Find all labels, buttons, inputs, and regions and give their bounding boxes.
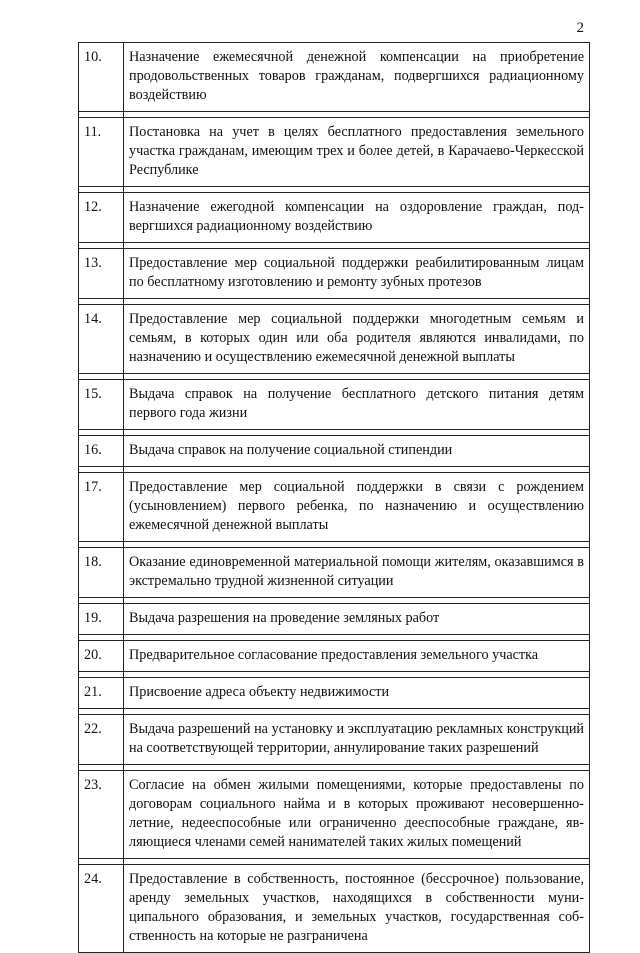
service-name: Предоставление мер социальной поддержки реабилитированным лицам по бесплатному изготовлению и ремонту зубных протезов: [124, 249, 590, 299]
service-name: Предоставление мер социальной поддержки в связи с рождением (усыновлением) первого ребенка, по назначению и осуществлению ежемесячной денежной выплаты: [124, 473, 590, 542]
row-number: 15.: [79, 380, 124, 430]
service-name: Оказание единовременной материальной помощи жителям, оказавшимся в экстремально трудной жизненной ситуации: [124, 548, 590, 598]
service-name: Назначение ежегодной компенсации на оздоровление граждан, подвергшихся радиационному воздействию: [124, 193, 590, 243]
service-name: Выдача разрешения на проведение земляных работ: [124, 604, 590, 635]
table-row: [79, 43, 590, 112]
row-number: 11.: [79, 118, 124, 187]
table-row: [79, 436, 590, 467]
table-row: [79, 641, 590, 672]
table-row: [79, 771, 590, 859]
services-table: [78, 42, 590, 953]
service-name: Предварительное согласование предоставления земельного участка: [124, 641, 590, 672]
service-name: Выдача справок на получение социальной стипендии: [124, 436, 590, 467]
row-number: 10.: [79, 43, 124, 112]
service-name: Постановка на учет в целях бесплатного предоставления земельного участка гражданам, имеющим трех и более детей, в Карачаево-Черкесской Республике: [124, 118, 590, 187]
page-number: 2: [576, 20, 584, 36]
table-row: [79, 305, 590, 374]
row-number: 21.: [79, 678, 124, 709]
row-number: 17.: [79, 473, 124, 542]
row-number: 24.: [79, 865, 124, 953]
row-number: 22.: [79, 715, 124, 765]
table-row: [79, 118, 590, 187]
table-row: [79, 548, 590, 598]
table-row: [79, 678, 590, 709]
table-row: [79, 715, 590, 765]
service-name: Выдача справок на получение бесплатного детского питания детям первого года жизни: [124, 380, 590, 430]
row-number: 20.: [79, 641, 124, 672]
table-row: [79, 604, 590, 635]
row-number: 18.: [79, 548, 124, 598]
row-number: 19.: [79, 604, 124, 635]
row-number: 16.: [79, 436, 124, 467]
service-name: Согласие на обмен жилыми помещениями, которые предоставлены по договорам социального найма и в которых проживают несовершеннолетние, недееспособные или ограниченно дееспособные граждане, являющиеся членами семей нанимателей таких жилых помещений: [124, 771, 590, 859]
row-number: 14.: [79, 305, 124, 374]
service-name: Предоставление мер социальной поддержки многодетным семьям и семьям, в которых один или оба родителя являются инвалидами, по назначению и осуществлению ежемесячной денежной выплаты: [124, 305, 590, 374]
row-number: 23.: [79, 771, 124, 859]
service-name: Предоставление в собственность, постоянное (бессрочное) пользование, аренду земельных участков, находящихся в собственности муниципального образования, и земельных участков, государственная собственность на которые не разграничена: [124, 865, 590, 953]
service-name: Назначение ежемесячной денежной компенсации на приобретение продовольственных товаров гражданам, подвергшихся радиационному воздействию: [124, 43, 590, 112]
service-name: Выдача разрешений на установку и эксплуатацию рекламных конструкций на соответствующей территории, аннулирование таких разрешений: [124, 715, 590, 765]
table-row: [79, 473, 590, 542]
table-row: [79, 380, 590, 430]
service-name: Присвоение адреса объекту недвижимости: [124, 678, 590, 709]
table-row: [79, 865, 590, 953]
row-number: 12.: [79, 193, 124, 243]
table-row: [79, 249, 590, 299]
row-number: 13.: [79, 249, 124, 299]
table-row: [79, 193, 590, 243]
